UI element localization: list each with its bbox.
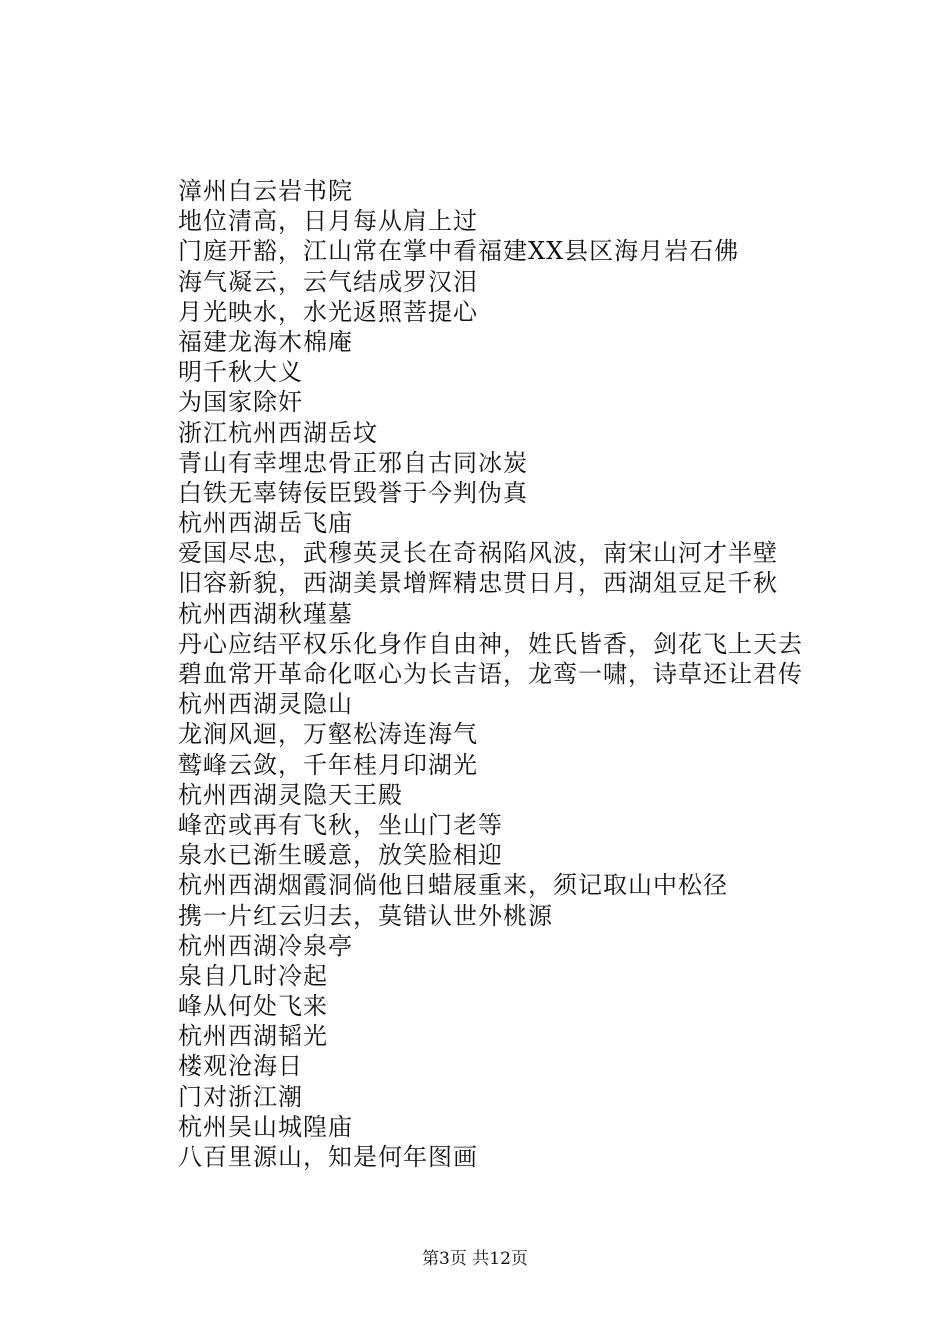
text-line: 峰从何处飞来 [178, 992, 328, 1021]
text-line: 丹心应结平权乐化身作自由神，姓氏皆香，剑花飞上天去 [178, 629, 803, 658]
text-line: 杭州西湖灵隐天王殿 [178, 780, 403, 809]
text-line: 碧血常开革命化呕心为长吉语，龙鸾一啸，诗草还让君传 [178, 660, 803, 688]
text-line: 杭州西湖秋瑾墓 [178, 599, 353, 628]
text-line: 门对浙江潮 [178, 1082, 303, 1111]
text-line: 旧容新貌，西湖美景增辉精忠贯日月，西湖俎豆足千秋 [178, 569, 778, 598]
text-line: 漳州白云岩书院 [178, 177, 353, 205]
text-line: 携一片红云归去，莫错认世外桃源 [178, 901, 553, 930]
text-line: 峰峦或再有飞秋，坐山门老等 [178, 810, 503, 839]
text-line: 月光映水，水光返照菩提心 [178, 297, 478, 326]
text-line: 杭州西湖岳飞庙 [178, 509, 353, 538]
page-number-footer: 第3页 共12页 [422, 1249, 528, 1269]
text-line: 杭州吴山城隍庙 [178, 1112, 353, 1141]
text-line: 福建龙海木棉庵 [178, 327, 353, 356]
text-line: 杭州西湖韬光 [178, 1022, 328, 1051]
text-line: 楼观沧海日 [178, 1052, 303, 1081]
text-line: 八百里源山，知是何年图画 [178, 1143, 478, 1171]
text-line: 泉水已渐生暖意，放笑脸相迎 [178, 841, 503, 870]
text-line: 鹫峰云敛，千年桂月印湖光 [178, 750, 478, 779]
text-line: 杭州西湖灵隐山 [178, 690, 353, 719]
text-line: 地位清高，日月每从肩上过 [178, 207, 478, 236]
text-line: 爱国尽忠，武穆英灵长在奇祸陷风波，南宋山河才半壁 [178, 539, 778, 568]
text-line: 泉自几时冷起 [178, 961, 328, 990]
text-line: 杭州西湖冷泉亭 [178, 931, 353, 960]
text-line: 明千秋大义 [178, 358, 303, 387]
text-line: 浙江杭州西湖岳坟 [178, 418, 378, 447]
text-line: 白铁无辜铸佞臣毁誉于今判伪真 [178, 478, 528, 507]
text-line: 青山有幸埋忠骨正邪自古同冰炭 [178, 448, 528, 477]
text-line: 为国家除奸 [178, 388, 303, 417]
text-line: 门庭开豁，江山常在掌中看福建XX县区海月岩石佛 [178, 237, 740, 266]
text-line: 海气凝云，云气结成罗汉泪 [178, 267, 478, 296]
text-line: 杭州西湖烟霞洞倘他日蜡屐重来，须记取山中松径 [178, 871, 728, 900]
text-body [178, 176, 838, 1172]
text-line: 龙涧风迴，万壑松涛连海气 [178, 720, 478, 749]
